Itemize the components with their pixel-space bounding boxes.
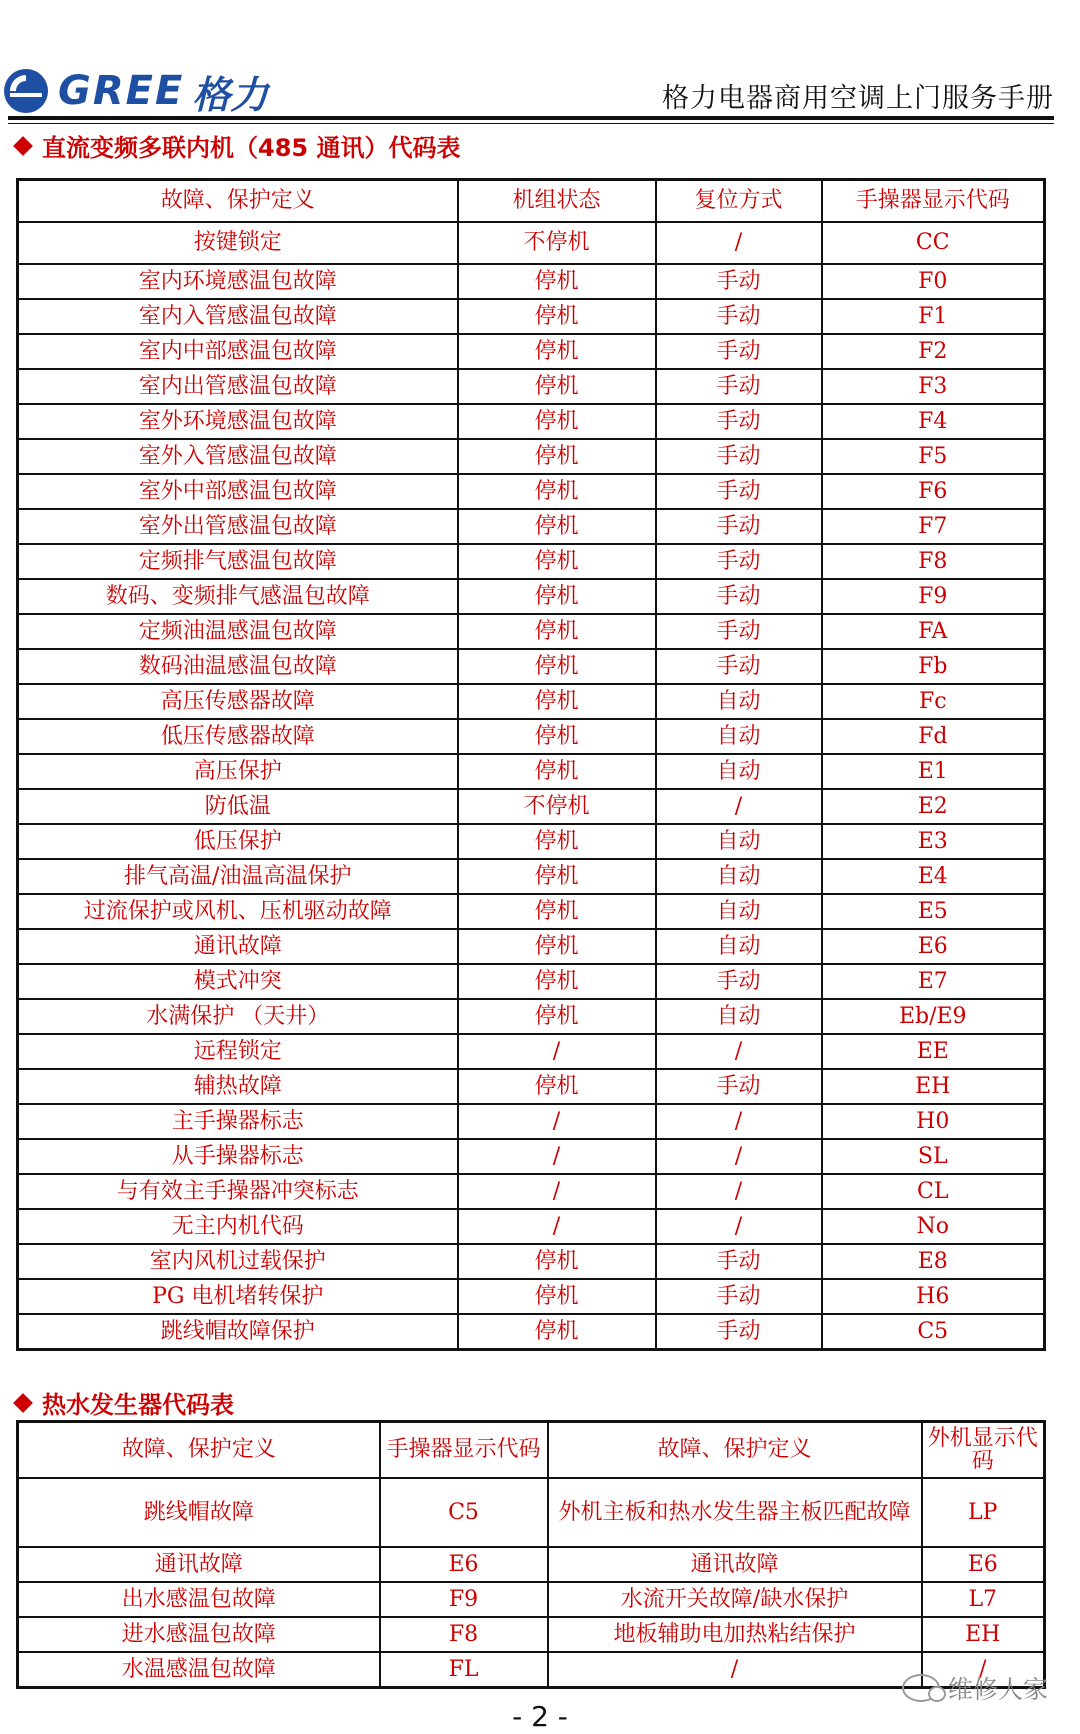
table-cell: /	[458, 1139, 656, 1174]
table-cell: /	[656, 789, 822, 824]
table-cell: F1	[822, 299, 1045, 334]
table-row	[18, 649, 1045, 684]
table-cell: 防低温	[18, 789, 458, 824]
table-row	[18, 1279, 1045, 1314]
table-cell: 排气高温/油温高温保护	[18, 859, 458, 894]
table-cell: 出水感温包故障	[18, 1582, 380, 1617]
table-cell: E1	[822, 754, 1045, 789]
column-header: 复位方式	[656, 180, 822, 223]
table-cell: 室外入管感温包故障	[18, 439, 458, 474]
table-cell: 停机	[458, 544, 656, 579]
table-cell: 停机	[458, 264, 656, 299]
table-cell: 停机	[458, 579, 656, 614]
table-row	[18, 1617, 1045, 1652]
table-cell: 停机	[458, 369, 656, 404]
table-row	[18, 1139, 1045, 1174]
table-row	[18, 1547, 1045, 1582]
table-cell: EH	[822, 1069, 1045, 1104]
table-cell: E2	[822, 789, 1045, 824]
table-cell: 远程锁定	[18, 1034, 458, 1069]
table-cell: 水流开关故障/缺水保护	[548, 1582, 922, 1617]
table-cell: /	[656, 1174, 822, 1209]
table-cell: 室内出管感温包故障	[18, 369, 458, 404]
table-cell: 不停机	[458, 789, 656, 824]
table-cell: /	[656, 1104, 822, 1139]
table-cell: 停机	[458, 824, 656, 859]
page-number: - 2 -	[512, 1700, 568, 1733]
table-row	[18, 929, 1045, 964]
table-cell: EH	[922, 1617, 1045, 1652]
table-cell: 室外中部感温包故障	[18, 474, 458, 509]
table-cell: 过流保护或风机、压机驱动故障	[18, 894, 458, 929]
table-row	[18, 684, 1045, 719]
table-row	[18, 824, 1045, 859]
table-cell: 手动	[656, 1279, 822, 1314]
table-cell: 手动	[656, 649, 822, 684]
table-cell: F9	[380, 1582, 548, 1617]
table-cell: 停机	[458, 1314, 656, 1350]
table-cell: 停机	[458, 404, 656, 439]
table-row	[18, 754, 1045, 789]
table-row	[18, 1174, 1045, 1209]
table-row	[18, 894, 1045, 929]
table-cell: 手动	[656, 1314, 822, 1350]
table-row	[18, 579, 1045, 614]
table-cell: 室内风机过载保护	[18, 1244, 458, 1279]
table-cell: L7	[922, 1582, 1045, 1617]
header-rule-thick	[8, 116, 1054, 120]
table-cell: Fc	[822, 684, 1045, 719]
table-cell: E5	[822, 894, 1045, 929]
table-cell: 手动	[656, 579, 822, 614]
table-cell: F5	[822, 439, 1045, 474]
table-cell: 手动	[656, 544, 822, 579]
table-cell: 通讯故障	[18, 1547, 380, 1582]
table-cell: 数码、变频排气感温包故障	[18, 579, 458, 614]
table-cell: 模式冲突	[18, 964, 458, 999]
table-cell: 室外环境感温包故障	[18, 404, 458, 439]
table-cell: No	[822, 1209, 1045, 1244]
table-row	[18, 544, 1045, 579]
table-cell: 低压传感器故障	[18, 719, 458, 754]
diamond-bullet-icon	[13, 1393, 33, 1413]
table-cell: 手动	[656, 1244, 822, 1279]
table-row	[18, 1652, 1045, 1688]
table-row	[18, 859, 1045, 894]
table-cell: 自动	[656, 754, 822, 789]
table-cell: 自动	[656, 824, 822, 859]
table-cell: Fd	[822, 719, 1045, 754]
table-cell: 低压保护	[18, 824, 458, 859]
table-cell: 室内中部感温包故障	[18, 334, 458, 369]
table-row	[18, 299, 1045, 334]
water-heater-code-table	[16, 1420, 1046, 1689]
table-row	[18, 222, 1045, 264]
table-cell: FA	[822, 614, 1045, 649]
gree-logo	[2, 66, 268, 116]
table-cell: 进水感温包故障	[18, 1617, 380, 1652]
table-cell: 高压传感器故障	[18, 684, 458, 719]
table-cell: 停机	[458, 1069, 656, 1104]
table-row	[18, 264, 1045, 299]
table-row	[18, 614, 1045, 649]
column-header: 故障、保护定义	[18, 180, 458, 223]
table-cell: FL	[380, 1652, 548, 1688]
table-row	[18, 1582, 1045, 1617]
table-cell: /	[656, 222, 822, 264]
table-header-row	[18, 180, 1045, 223]
table-row	[18, 1034, 1045, 1069]
table-cell: 定频排气感温包故障	[18, 544, 458, 579]
table-cell: 停机	[458, 474, 656, 509]
table-cell: 手动	[656, 509, 822, 544]
table-cell: 停机	[458, 299, 656, 334]
table-cell: F6	[822, 474, 1045, 509]
table-cell: 手动	[656, 964, 822, 999]
table-cell: 手动	[656, 299, 822, 334]
table-cell: /	[458, 1174, 656, 1209]
table-cell: LP	[922, 1478, 1045, 1547]
table-cell: 手动	[656, 474, 822, 509]
table-cell: 停机	[458, 929, 656, 964]
table-cell: 高压保护	[18, 754, 458, 789]
table-row	[18, 999, 1045, 1034]
table-cell: 室外出管感温包故障	[18, 509, 458, 544]
table-cell: 通讯故障	[548, 1547, 922, 1582]
table-row	[18, 474, 1045, 509]
table-row	[18, 439, 1045, 474]
table-cell: E6	[380, 1547, 548, 1582]
table-cell: 室内环境感温包故障	[18, 264, 458, 299]
table-cell: 停机	[458, 754, 656, 789]
table-cell: /	[458, 1209, 656, 1244]
table-cell: E3	[822, 824, 1045, 859]
table-cell: 跳线帽故障	[18, 1478, 380, 1547]
table-cell: 自动	[656, 719, 822, 754]
table-cell: 停机	[458, 614, 656, 649]
manual-title: 格力电器商用空调上门服务手册	[662, 83, 1054, 114]
table-cell: /	[548, 1652, 922, 1688]
table-row	[18, 964, 1045, 999]
table-cell: 辅热故障	[18, 1069, 458, 1104]
table-row	[18, 369, 1045, 404]
table-cell: 跳线帽故障保护	[18, 1314, 458, 1350]
column-header: 故障、保护定义	[548, 1422, 922, 1479]
table-cell: F4	[822, 404, 1045, 439]
table-cell: 自动	[656, 929, 822, 964]
table-cell: 手动	[656, 264, 822, 299]
table-cell: 地板辅助电加热粘结保护	[548, 1617, 922, 1652]
table-cell: C5	[822, 1314, 1045, 1350]
table-cell: 外机主板和热水发生器主板匹配故障	[548, 1478, 922, 1547]
table-cell: 手动	[656, 334, 822, 369]
table-cell: 手动	[656, 1069, 822, 1104]
table-cell: 停机	[458, 719, 656, 754]
table-cell: H0	[822, 1104, 1045, 1139]
table-row	[18, 789, 1045, 824]
table-cell: E4	[822, 859, 1045, 894]
table-cell: 水温感温包故障	[18, 1652, 380, 1688]
table-cell: 停机	[458, 684, 656, 719]
table-cell: 无主内机代码	[18, 1209, 458, 1244]
diamond-bullet-icon	[13, 136, 33, 156]
table-header-row	[18, 1422, 1045, 1479]
table-cell: F0	[822, 264, 1045, 299]
table-row	[18, 1069, 1045, 1104]
table-cell: H6	[822, 1279, 1045, 1314]
table-cell: 手动	[656, 614, 822, 649]
column-header: 机组状态	[458, 180, 656, 223]
table-cell: 停机	[458, 509, 656, 544]
table-cell: /	[458, 1104, 656, 1139]
column-header: 手操器显示代码	[380, 1422, 548, 1479]
table-cell: F2	[822, 334, 1045, 369]
table-cell: PG 电机堵转保护	[18, 1279, 458, 1314]
table-cell: 停机	[458, 334, 656, 369]
section2-title	[12, 1385, 234, 1420]
table-row	[18, 1314, 1045, 1350]
table-cell: 按键锁定	[18, 222, 458, 264]
column-header: 外机显示代码	[922, 1422, 1045, 1479]
table-cell: 自动	[656, 859, 822, 894]
wechat-icon	[902, 1674, 940, 1702]
table-cell: 不停机	[458, 222, 656, 264]
table-cell: E7	[822, 964, 1045, 999]
table-cell: 手动	[656, 404, 822, 439]
table-cell: 停机	[458, 964, 656, 999]
table-cell: 手动	[656, 439, 822, 474]
table-cell: E6	[922, 1547, 1045, 1582]
table-cell: 自动	[656, 894, 822, 929]
watermark-text: 维修人家	[947, 1675, 1048, 1704]
table-cell: 定频油温感温包故障	[18, 614, 458, 649]
logo-text: GREE	[58, 68, 185, 114]
table-cell: 停机	[458, 649, 656, 684]
table-row	[18, 1478, 1045, 1547]
table-cell: F7	[822, 509, 1045, 544]
table-cell: 手动	[656, 369, 822, 404]
table-cell: 从手操器标志	[18, 1139, 458, 1174]
table-row	[18, 334, 1045, 369]
table-cell: CL	[822, 1174, 1045, 1209]
logo-cn-text: 格力	[192, 71, 269, 117]
table-cell: /	[922, 1652, 1045, 1688]
table-cell: 停机	[458, 894, 656, 929]
table-cell: 停机	[458, 439, 656, 474]
table-row	[18, 404, 1045, 439]
section1-title	[12, 128, 460, 163]
section2-title-text: 热水发生器代码表	[42, 1391, 234, 1419]
table-cell: SL	[822, 1139, 1045, 1174]
table-row	[18, 1244, 1045, 1279]
table-cell: F9	[822, 579, 1045, 614]
table-cell: 室内入管感温包故障	[18, 299, 458, 334]
table-row	[18, 1104, 1045, 1139]
table-cell: 停机	[458, 1279, 656, 1314]
table-cell: /	[656, 1034, 822, 1069]
table-cell: /	[656, 1139, 822, 1174]
gree-logo-icon	[2, 67, 50, 115]
table-cell: F8	[822, 544, 1045, 579]
table-cell: F3	[822, 369, 1045, 404]
table-cell: 停机	[458, 1244, 656, 1279]
table-cell: 自动	[656, 999, 822, 1034]
table-cell: Fb	[822, 649, 1045, 684]
table-cell: Eb/E9	[822, 999, 1045, 1034]
indoor-unit-code-table	[16, 178, 1046, 1351]
header-rule-thin	[8, 123, 1054, 124]
table-cell: 数码油温感温包故障	[18, 649, 458, 684]
column-header: 手操器显示代码	[822, 180, 1045, 223]
table-cell: 水满保护 （天井）	[18, 999, 458, 1034]
table-cell: 与有效主手操器冲突标志	[18, 1174, 458, 1209]
table-cell: 通讯故障	[18, 929, 458, 964]
table-row	[18, 719, 1045, 754]
table-cell: 主手操器标志	[18, 1104, 458, 1139]
table-row	[18, 509, 1045, 544]
table-cell: E6	[822, 929, 1045, 964]
section1-title-text: 直流变频多联内机（485 通讯）代码表	[42, 134, 461, 162]
table-row	[18, 1209, 1045, 1244]
table-cell: CC	[822, 222, 1045, 264]
table-cell: /	[458, 1034, 656, 1069]
table-cell: C5	[380, 1478, 548, 1547]
table-cell: 停机	[458, 859, 656, 894]
column-header: 故障、保护定义	[18, 1422, 380, 1479]
table-cell: /	[656, 1209, 822, 1244]
table-cell: E8	[822, 1244, 1045, 1279]
table-cell: F8	[380, 1617, 548, 1652]
table-cell: 停机	[458, 999, 656, 1034]
table-cell: EE	[822, 1034, 1045, 1069]
table-cell: 自动	[656, 684, 822, 719]
